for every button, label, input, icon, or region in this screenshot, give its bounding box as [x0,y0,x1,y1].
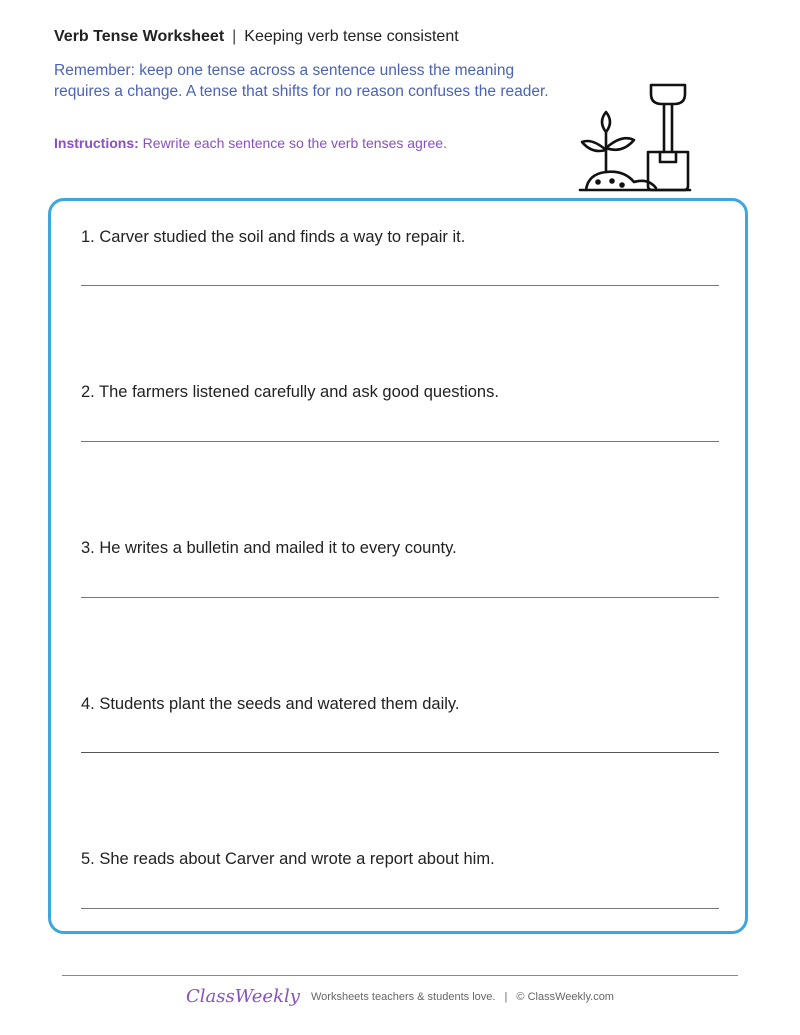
answer-line-5[interactable] [81,908,719,909]
questions-panel [48,198,748,934]
footer-separator: | [504,991,508,1003]
instructions-label: Instructions: [54,135,139,151]
question-3: 3. He writes a bulletin and mailed it to every county. [81,539,457,557]
footer-divider [62,975,738,976]
worksheet-subtitle: Keeping verb tense consistent [244,28,459,45]
question-2: 2. The farmers listened carefully and ask good questions. [81,383,499,401]
worksheet-header [54,28,459,46]
reminder-text: Remember: keep one tense across a sentence unless the meaning requires a change. A tense that shifts for no reason confuses the reader. [54,62,549,100]
worksheet-title: Verb Tense Worksheet [54,28,225,45]
question-1: 1. Carver studied the soil and finds a way to repair it. [81,228,466,246]
instructions-text: Rewrite each sentence so the verb tenses agree. [142,135,447,151]
header-separator: | [232,28,237,45]
instructions [54,135,447,151]
question-4: 4. Students plant the seeds and watered them daily. [81,695,460,713]
brand-logo: ClassWeekly [186,986,300,1007]
footer-copyright: © ClassWeekly.com [516,991,614,1003]
question-5: 5. She reads about Carver and wrote a report about him. [81,850,495,868]
seedling-and-shovel-icon [578,82,694,194]
footer-tagline: Worksheets teachers & students love. [310,991,496,1003]
answer-line-4[interactable] [81,752,719,753]
answer-line-1[interactable] [81,285,719,286]
answer-line-3[interactable] [81,597,719,598]
answer-line-2[interactable] [81,441,719,442]
footer [0,986,800,1007]
